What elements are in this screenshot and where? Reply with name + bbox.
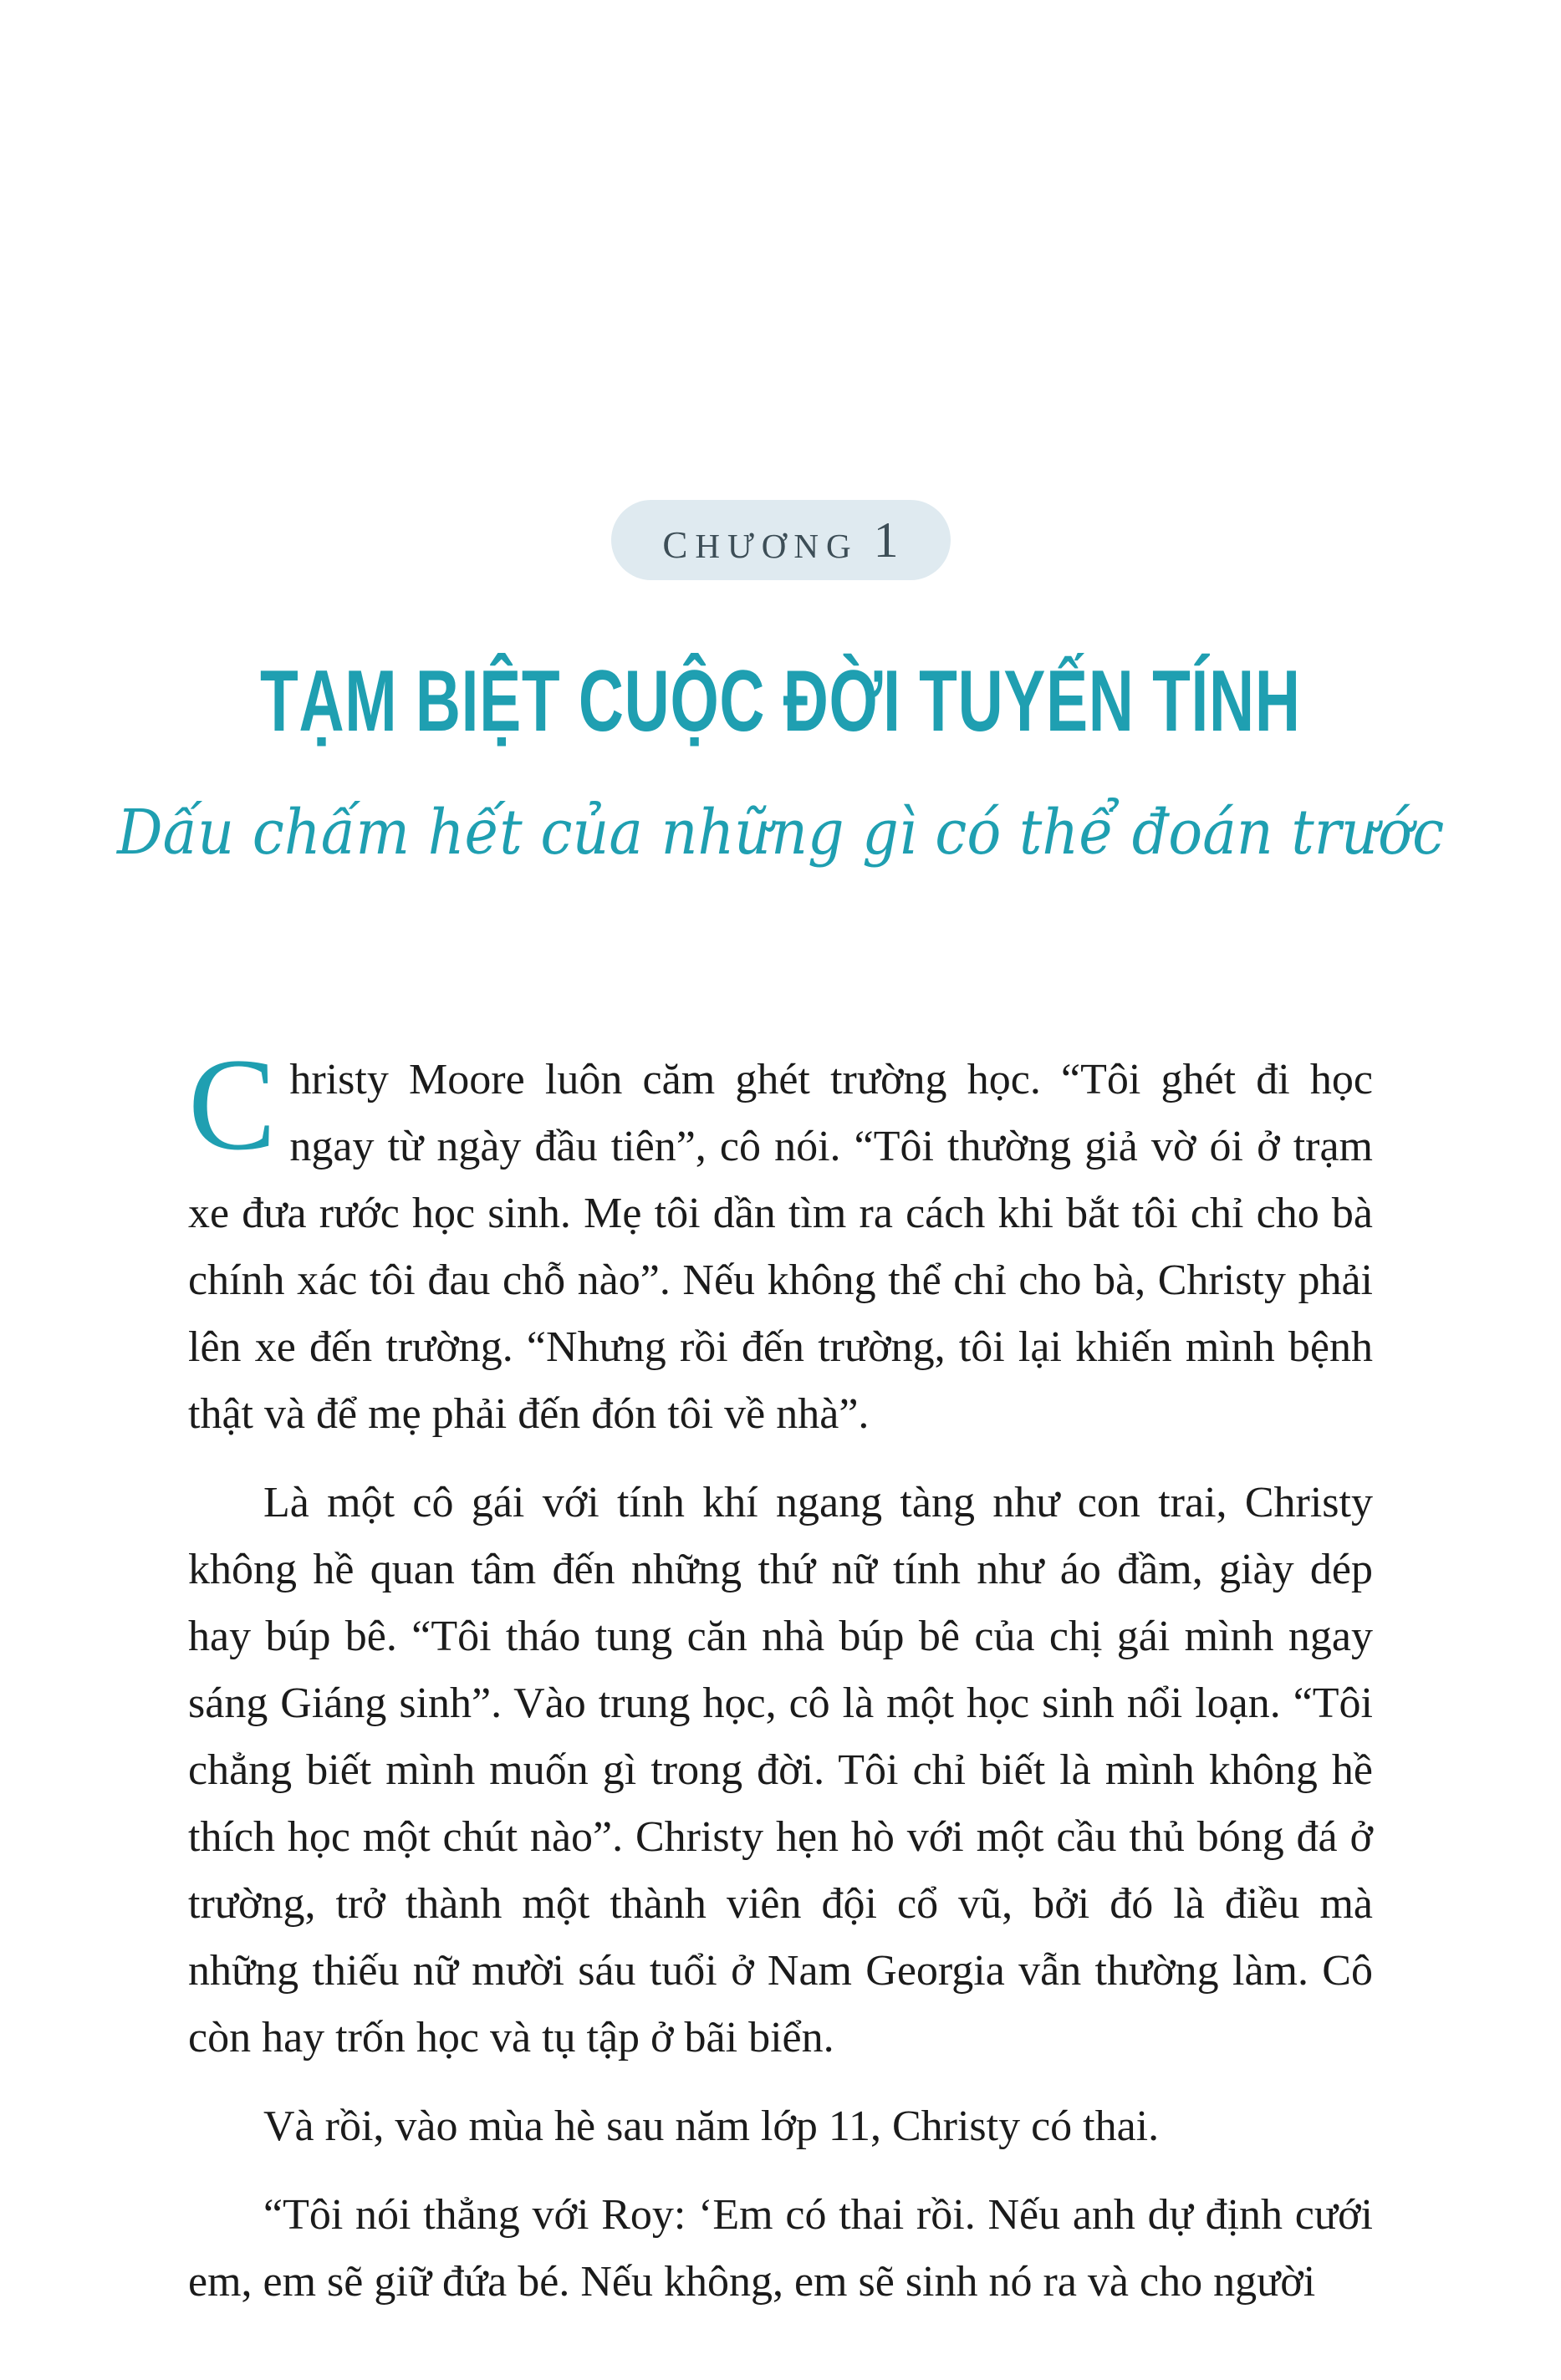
body-paragraph-2: Là một cô gái với tính khí ngang tàng như con trai, Christy không hề quan tâm đến những thứ nữ tính như áo đầm, giày dép hay búp bê. “Tôi tháo tung căn nhà búp bê của chị gái mình ngay sáng Giáng sinh”. Vào trung học, cô là một học sinh nổi loạn. “Tôi chẳng biết mình muốn gì trong đời. Tôi chỉ biết là mình không hề thích học một chút nào”. Christy hẹn hò với một cầu thủ bóng đá ở trường, trở thành một thành viên đội cổ vũ, bởi đó là điều mà những thiếu nữ mười sáu tuổi ở Nam Georgia vẫn thường làm. Cô còn hay trốn học và tụ tập ở bãi biển. — [188, 1479, 1373, 2061]
chapter-subtitle: Dấu chấm hết của những gì có thể đoán trước — [116, 797, 1445, 869]
body-text — [188, 1032, 1373, 2337]
chapter-title-row — [0, 654, 1561, 749]
body-paragraph-1-text: hristy Moore luôn căm ghét trường học. “Tôi ghét đi học ngay từ ngày đầu tiên”, cô nói. “Tôi thường giả vờ ói ở trạm xe đưa rước học sinh. Mẹ tôi dần tìm ra cách khi bắt tôi chỉ cho bà chính xác tôi đau chỗ nào”. Nếu không thể chỉ cho bà, Christy phải lên xe đến trường. “Nhưng rồi đến trường, tôi lại khiến mình bệnh thật và để mẹ phải đến đón tôi về nhà”. — [188, 1056, 1373, 1438]
chapter-badge-word: chương — [662, 510, 859, 569]
body-paragraph-1 — [188, 1032, 1373, 1448]
chapter-subtitle-row — [0, 792, 1561, 873]
body-paragraph-4: “Tôi nói thẳng với Roy: ‘Em có thai rồi. Nếu anh dự định cưới em, em sẽ giữ đứa bé. Nếu không, em sẽ sinh nó ra và cho người — [188, 2191, 1373, 2306]
chapter-badge — [611, 500, 951, 580]
body-paragraph-3: Và rồi, vào mùa hè sau năm lớp 11, Christy có thai. — [263, 2102, 1160, 2150]
drop-cap: C — [188, 1032, 277, 1178]
chapter-title: TẠM BIỆT CUỘC ĐỜI TUYẾN TÍNH — [260, 653, 1301, 750]
chapter-badge-number: 1 — [873, 512, 899, 568]
